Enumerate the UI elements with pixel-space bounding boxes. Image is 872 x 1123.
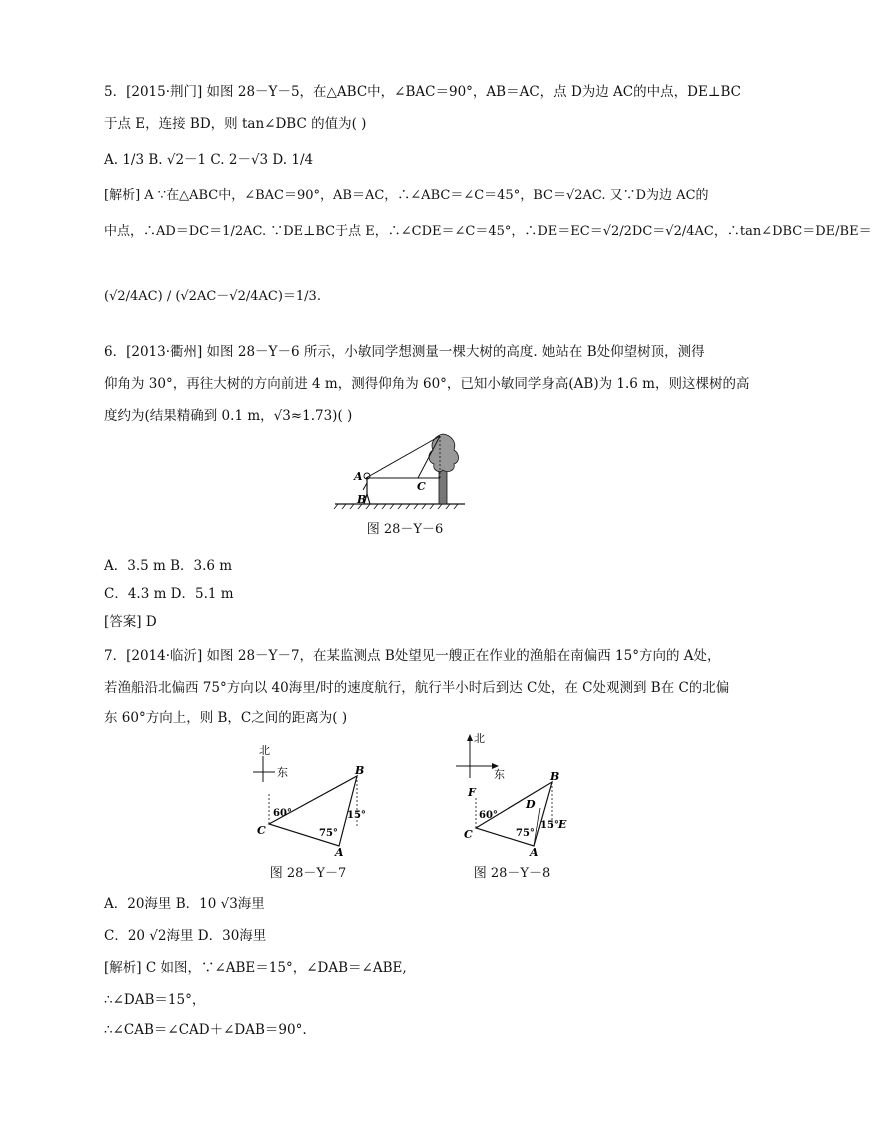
label-E-8: E	[558, 818, 567, 831]
east-label-7: 东	[277, 766, 288, 779]
q5-analysis2: 中点，∴AD＝DC＝1/2AC. ∵DE⊥BC于点 E，∴∠CDE＝∠C＝45°，∴DE＝EC＝√2/2DC＝√2/4AC，∴tan∠DBC＝DE/BE＝	[104, 224, 872, 239]
label-A: A	[354, 470, 363, 483]
east-label-8: 东	[494, 768, 505, 781]
q5-line1: 5．[2015·荆门] 如图 28－Y－5，在△ABC中，∠BAC＝90°，AB＝AC，点 D为边 AC的中点，DE⊥BC	[104, 84, 742, 100]
q6-line3: 度约为(结果精确到 0.1 m，√3≈1.73)( )	[104, 408, 353, 424]
q6-option1: A．3.5 m B．3.6 m	[104, 558, 233, 574]
q7-option1: A．20海里 B．10 √3海里	[104, 896, 265, 912]
q6-answer: [答案] D	[104, 614, 157, 630]
q6-line2: 仰角为 30°，再往大树的方向前进 4 m，测得仰角为 60°，已知小敏同学身高(AB)为 1.6 m，则这棵树的高	[104, 376, 750, 392]
label-B-8: B	[550, 770, 560, 783]
q5-analysis1: [解析] A ∵在△ABC中，∠BAC＝90°，AB＝AC，∴∠ABC＝∠C＝45°，BC＝√2AC. 又∵D为边 AC的	[104, 188, 709, 203]
label-C-8: C	[464, 828, 473, 841]
q6-line1: 6．[2013·衢州] 如图 28－Y－6 所示，小敏同学想测量一棵大树的高度. 她站在 B处仰望树顶，测得	[104, 344, 705, 360]
figure-8	[452, 728, 587, 858]
figure-caption-6: 图 28－Y－6	[366, 522, 444, 537]
figure-caption-8: 图 28－Y－8	[473, 866, 551, 881]
angle-60-7: 60°	[273, 808, 292, 819]
tree-figure	[330, 430, 470, 512]
q7-analysis2: ∴∠DAB＝15°，	[104, 992, 206, 1008]
q5-analysis3: (√2/4AC) / (√2AC－√2/4AC)＝1/3.	[104, 289, 321, 304]
q7-option2: C．20 √2海里 D．30海里	[104, 928, 267, 944]
angle-75-8: 75°	[516, 828, 535, 839]
figure-caption-7: 图 28－Y－7	[269, 866, 347, 881]
figure-7	[245, 742, 375, 857]
q5-options: A. 1/3 B. √2－1 C. 2－√3 D. 1/4	[104, 152, 314, 168]
q7-analysis3: ∴∠CAB＝∠CAD＋∠DAB＝90°.	[104, 1022, 307, 1038]
q6-option2: C．4.3 m D．5.1 m	[104, 586, 234, 602]
label-F-8: F	[468, 786, 476, 799]
label-A-7: A	[335, 846, 344, 859]
q7-line2: 若渔船沿北偏西 75°方向以 40海里/时的速度航行，航行半小时后到达 C处，在 C处观测到 B在 C的北偏	[104, 680, 730, 696]
angle-75-7: 75°	[319, 828, 338, 839]
label-B: B	[357, 493, 367, 506]
angle-15-8: 15°	[540, 820, 559, 831]
angle-60-8: 60°	[479, 810, 498, 821]
north-label-7: 北	[259, 744, 270, 757]
label-D-8: D	[526, 798, 536, 811]
q5-line2: 于点 E，连接 BD，则 tan∠DBC 的值为( )	[104, 116, 367, 132]
north-label-8: 北	[474, 732, 485, 745]
q7-line1: 7．[2014·临沂] 如图 28－Y－7，在某监测点 B处望见一艘正在作业的渔船在南偏西 15°方向的 A处，	[104, 648, 721, 664]
label-A-8: A	[530, 846, 539, 859]
label-C-7: C	[257, 824, 266, 837]
label-B-7: B	[355, 764, 365, 777]
label-C: C	[417, 480, 426, 493]
angle-15-7: 15°	[347, 810, 366, 821]
q7-line3: 东 60°方向上，则 B，C之间的距离为( )	[104, 710, 348, 726]
q7-analysis1: [解析] C 如图，∵∠ABE＝15°，∠DAB＝∠ABE,	[104, 960, 407, 976]
